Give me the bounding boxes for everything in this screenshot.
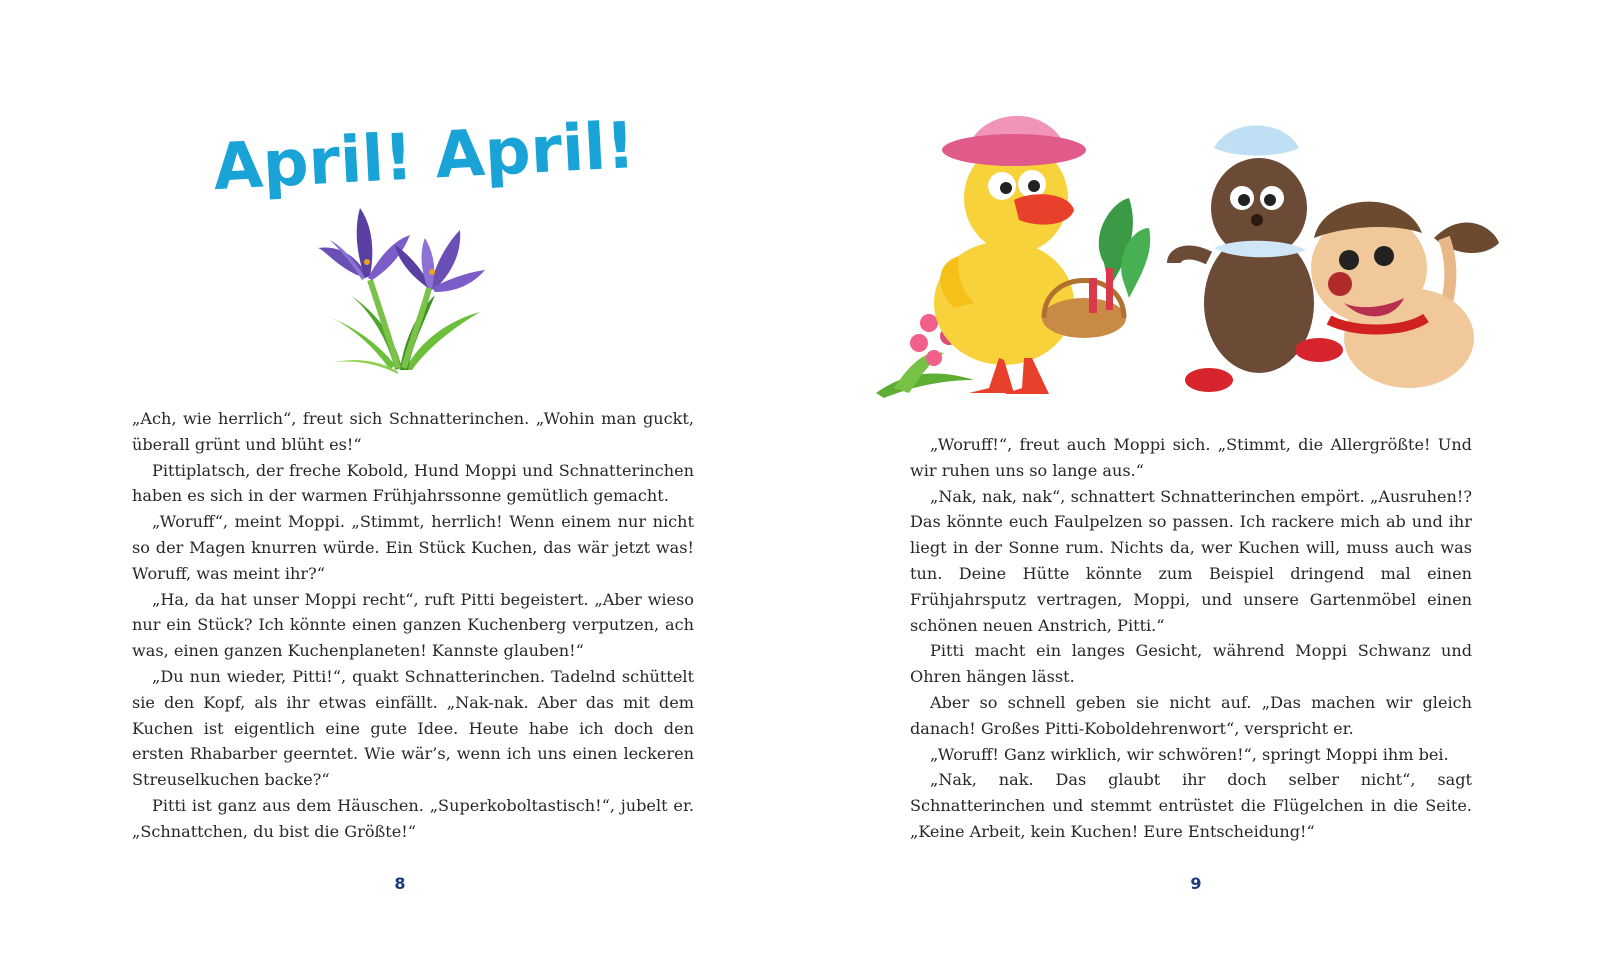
characters-illustration: [874, 88, 1514, 408]
paragraph: Aber so schnell geben sie nicht auf. „Das machen wir gleich danach! Großes Pitti-Koboldehrenwort“, verspricht er.: [910, 692, 1472, 738]
page-number-right: 9: [1190, 874, 1202, 893]
chapter-title: [205, 96, 645, 206]
paragraph: Pittiplatsch, der freche Kobold, Hund Moppi und Schnatterinchen haben es sich in der warmen Frühjahrssonne gemütlich gemacht.: [132, 460, 694, 506]
paragraph: „Du nun wieder, Pitti!“, quakt Schnatterinchen. Tadelnd schüttelt sie den Kopf, als ihr etwas einfällt. „Nak-nak. Aber das mit dem Kuchen ist eigentlich eine gute Idee. Heute habe ich doch den ersten Rhabarber geerntet. Wie wär’s, wenn ich uns einen leckeren Streuselkuchen backe?“: [132, 666, 694, 790]
paragraph: „Ach, wie herrlich“, freut sich Schnatterinchen. „Wohin man guckt, überall grünt und blüht es!“: [132, 409, 694, 454]
crocus-illustration: [310, 200, 490, 375]
paragraph: „Woruff! Ganz wirklich, wir schwören!“, springt Moppi ihm bei.: [930, 744, 1449, 764]
page-number-left: 8: [394, 874, 406, 893]
right-page: [800, 0, 1600, 974]
duck-character: [934, 116, 1150, 394]
left-page-text: [132, 406, 694, 845]
paragraph: „Nak, nak. Das glaubt ihr doch selber nicht“, sagt Schnatterinchen und stemmt entrüstet die Flügelchen in die Seite. „Keine Arbeit, kein Kuchen! Eure Entscheidung!“: [910, 770, 1472, 841]
moppi-character: [1311, 202, 1499, 388]
paragraph: „Woruff!“, freut auch Moppi sich. „Stimmt, die Allergrößte! Und wir ruhen uns so lange aus.“: [910, 435, 1472, 480]
paragraph: Pitti macht ein langes Gesicht, während Moppi Schwanz und Ohren hängen lässt.: [910, 641, 1472, 687]
paragraph: „Woruff“, meint Moppi. „Stimmt, herrlich! Wenn einem nur nicht so der Magen knurren würde. Ein Stück Kuchen, das wär jetzt was! Woruff, was meint ihr?“: [132, 512, 694, 583]
chapter-title-text: April! April!: [211, 109, 637, 206]
paragraph: Pitti ist ganz aus dem Häuschen. „Superkoboltastisch!“, jubelt er. „Schnattchen, du bist die Größte!“: [132, 795, 694, 841]
paragraph: „Ha, da hat unser Moppi recht“, ruft Pitti begeistert. „Aber wieso nur ein Stück? Ich könnte einen ganzen Kuchenberg verputzen, ach was, einen ganzen Kuchenplaneten! Kannste glauben!“: [132, 589, 694, 661]
paragraph: „Nak, nak, nak“, schnattert Schnatterinchen empört. „Ausruhen!? Das könnte euch Faulpelzen so passen. Ich rackere mich ab und ihr liegt in der Sonne rum. Nichts da, wer Kuchen will, muss auch was tun. Deine Hütte könnte zum Beispiel dringend mal einen Frühjahrsputz vertragen, Moppi, und unsere Gartenmöbel einen schönen neuen Anstrich, Pitti.“: [910, 486, 1472, 635]
right-page-text: [910, 432, 1472, 845]
